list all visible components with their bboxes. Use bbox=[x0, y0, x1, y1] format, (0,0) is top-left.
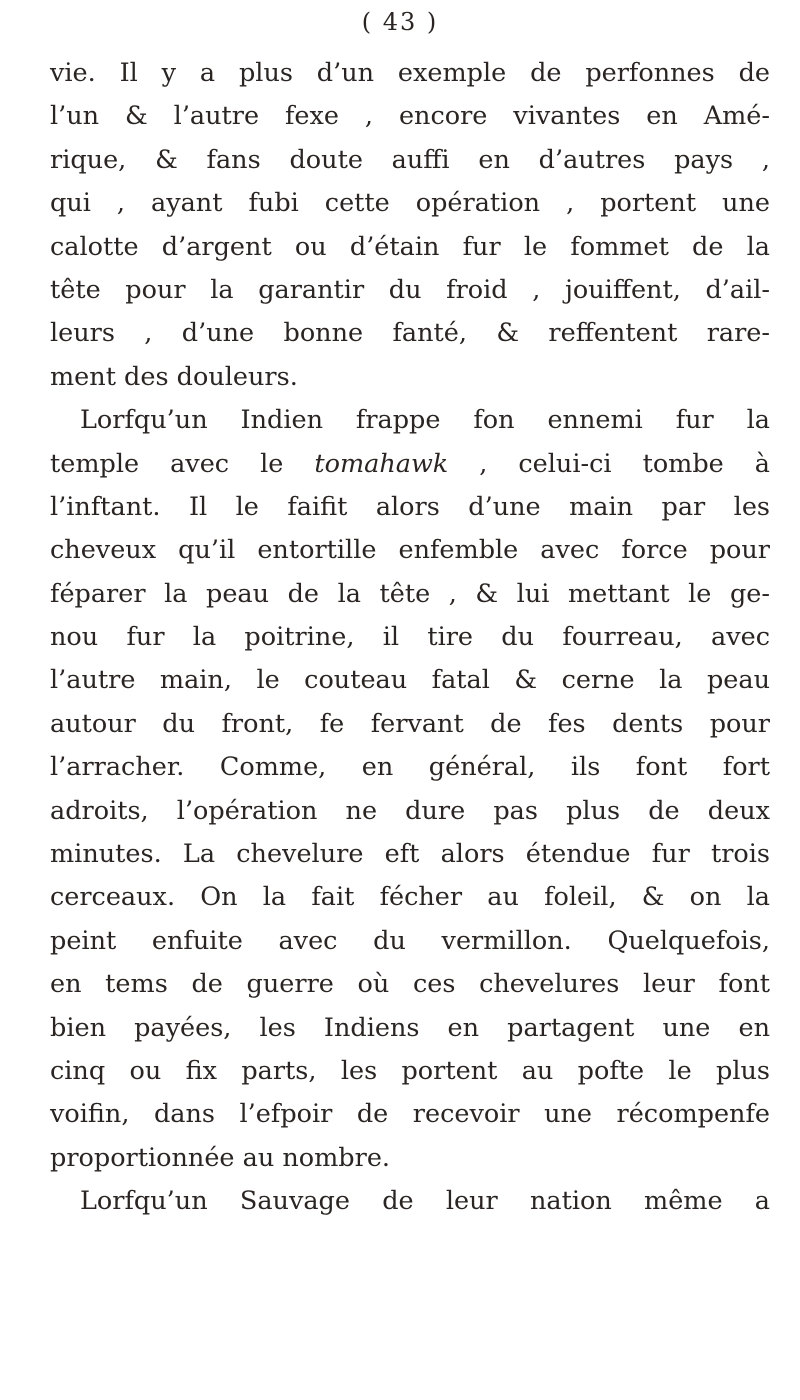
body-text bbox=[50, 52, 770, 1224]
italic-term: tomahawk bbox=[314, 448, 449, 479]
text-line: l’autre main, le couteau fatal & cerne la peau bbox=[50, 665, 770, 696]
text-line: en tems de guerre où ces chevelures leur font bbox=[50, 969, 770, 1000]
text-line: vie. Il y a plus d’un exemple de perfonnes de bbox=[50, 58, 770, 88]
text-line: cinq ou fix parts, les portent au pofte le plus bbox=[50, 1055, 770, 1086]
text-line: cheveux qu’il entortille enfemble avec force pour bbox=[50, 535, 770, 566]
text-line: peint enfuite avec du vermillon. Quelquefois, bbox=[50, 925, 770, 956]
text-line: adroits, l’opération ne dure pas plus de deux bbox=[50, 795, 770, 826]
text-segment: , celui-ci tombe à bbox=[448, 448, 770, 479]
text-line: minutes. La chevelure eft alors étendue fur trois bbox=[50, 839, 770, 870]
text-line: tête pour la garantir du froid , jouiffent, d’ail- bbox=[50, 274, 770, 305]
text-line: qui , ayant fubi cette opération , portent une bbox=[50, 188, 770, 219]
page-number: ( 43 ) bbox=[361, 8, 439, 36]
text-line: l’arracher. Comme, en général, ils font fort bbox=[50, 752, 770, 783]
text-line: féparer la peau de la tête , & lui mettant le ge- bbox=[50, 578, 770, 609]
text-line-with-italic bbox=[50, 443, 770, 486]
text-segment: temple avec le bbox=[50, 448, 315, 479]
text-line: ment des douleurs. bbox=[50, 361, 298, 392]
text-line: l’inftant. Il le faifit alors d’une main par les bbox=[50, 491, 770, 522]
text-line: leurs , d’une bonne fanté, & reffentent rare- bbox=[50, 318, 770, 349]
text-line: Lorfqu’un Sauvage de leur nation même a bbox=[80, 1186, 770, 1217]
text-line: proportionnée au nombre. bbox=[50, 1142, 391, 1173]
text-line: voifin, dans l’efpoir de recevoir une récompenfe bbox=[50, 1099, 770, 1130]
text-line: cerceaux. On la fait fécher au foleil, & on la bbox=[50, 882, 770, 913]
text-line: bien payées, les Indiens en partagent une en bbox=[50, 1012, 770, 1043]
text-line: autour du front, fe fervant de fes dents pour bbox=[50, 708, 770, 739]
text-line: rique, & fans doute auffi en d’autres pays , bbox=[50, 144, 770, 175]
text-line: calotte d’argent ou d’étain fur le fommet de la bbox=[50, 231, 770, 262]
text-line: Lorfqu’un Indien frappe fon ennemi fur la bbox=[80, 405, 770, 436]
text-line: l’un & l’autre fexe , encore vivantes en Amé- bbox=[50, 101, 770, 132]
text-line: nou fur la poitrine, il tire du fourreau, avec bbox=[50, 622, 770, 653]
